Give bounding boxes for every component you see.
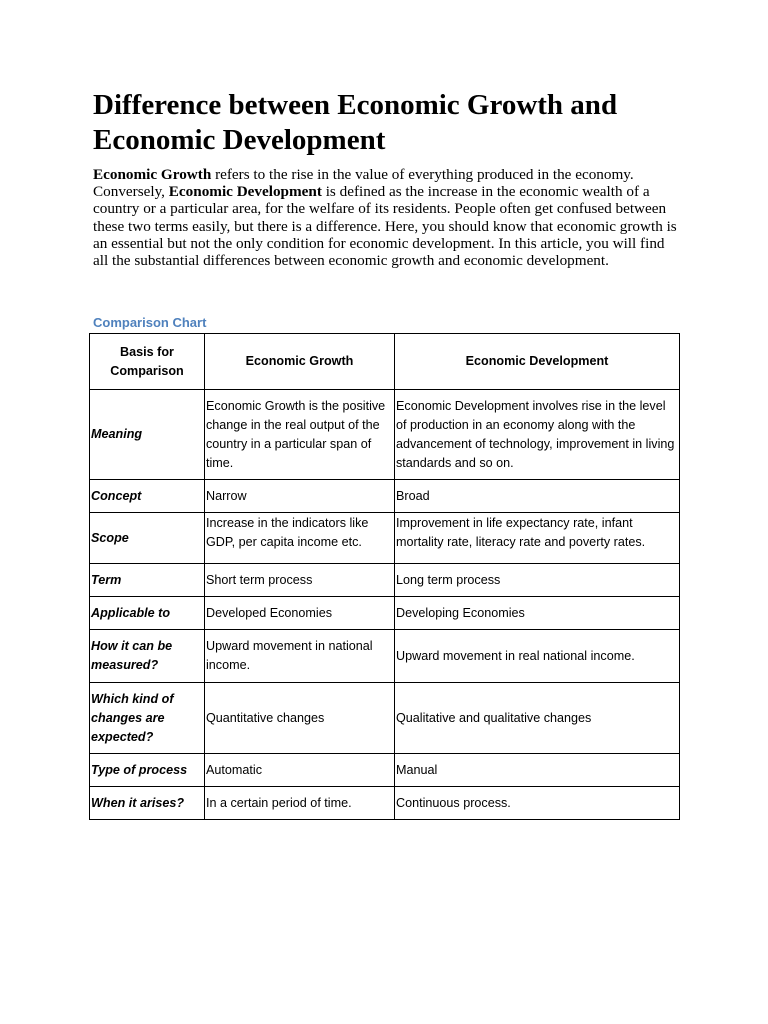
- development-cell: Upward movement in real national income.: [395, 630, 680, 683]
- table-row: [90, 787, 680, 820]
- row-label: Term: [90, 564, 205, 597]
- table-row: [90, 390, 680, 480]
- development-cell: Improvement in life expectancy rate, infant mortality rate, literacy rate and poverty rates.: [395, 513, 680, 564]
- row-label: How it can be measured?: [90, 630, 205, 683]
- growth-cell: Quantitative changes: [205, 683, 395, 754]
- header-economic-growth: Economic Growth: [205, 334, 395, 390]
- row-label: Scope: [90, 513, 205, 564]
- header-economic-development: Economic Development: [395, 334, 680, 390]
- header-basis: Basis for Comparison: [90, 334, 205, 390]
- comparison-chart-heading: Comparison Chart: [93, 315, 207, 330]
- growth-cell: In a certain period of time.: [205, 787, 395, 820]
- economic-development-term: Economic Development: [168, 183, 322, 201]
- growth-cell: Narrow: [205, 480, 395, 513]
- table-row: [90, 513, 680, 564]
- row-label: Meaning: [90, 390, 205, 480]
- table-header-row: [90, 334, 680, 390]
- economic-growth-term: Economic Growth: [93, 166, 212, 183]
- row-label: When it arises?: [90, 787, 205, 820]
- development-cell: Continuous process.: [395, 787, 680, 820]
- development-cell: Manual: [395, 754, 680, 787]
- growth-cell: Upward movement in national income.: [205, 630, 395, 683]
- row-label: Concept: [90, 480, 205, 513]
- table-row: [90, 754, 680, 787]
- page-title: Difference between Economic Growth and Economic Development: [93, 89, 618, 156]
- table-row: [90, 564, 680, 597]
- development-cell: Developing Economies: [395, 597, 680, 630]
- table-row: [90, 630, 680, 683]
- table-row: [90, 480, 680, 513]
- growth-cell: Automatic: [205, 754, 395, 787]
- development-cell: Broad: [395, 480, 680, 513]
- row-label: Which kind of changes are expected?: [90, 683, 205, 754]
- intro-text-part-2: is defined as the increase in the economic wealth of a country or a particular area, for the welfare of its residents. People often get confused between these two terms easily, but there is a difference. Here, you should know that economic growth is an essential but not the only condition for economic development. In this article, you will find all the substantial differences between economic growth and economic development.: [93, 183, 677, 270]
- row-label: Type of process: [90, 754, 205, 787]
- table-row: [90, 597, 680, 630]
- development-cell: Economic Development involves rise in the level of production in an economy along with the advancement of technology, improvement in living standards and so on.: [395, 390, 680, 480]
- growth-cell: Increase in the indicators like GDP, per capita income etc.: [205, 513, 395, 564]
- comparison-table: [89, 333, 680, 820]
- development-cell: Qualitative and qualitative changes: [395, 683, 680, 754]
- growth-cell: Developed Economies: [205, 597, 395, 630]
- growth-cell: Short term process: [205, 564, 395, 597]
- development-cell: Long term process: [395, 564, 680, 597]
- intro-paragraph: [93, 166, 678, 269]
- growth-cell: Economic Growth is the positive change in the real output of the country in a particular span of time.: [205, 390, 395, 480]
- row-label: Applicable to: [90, 597, 205, 630]
- table-row: [90, 683, 680, 754]
- intro-text-part-1: refers to the rise in the value of everything produced in the economy. Conversely,: [93, 166, 634, 201]
